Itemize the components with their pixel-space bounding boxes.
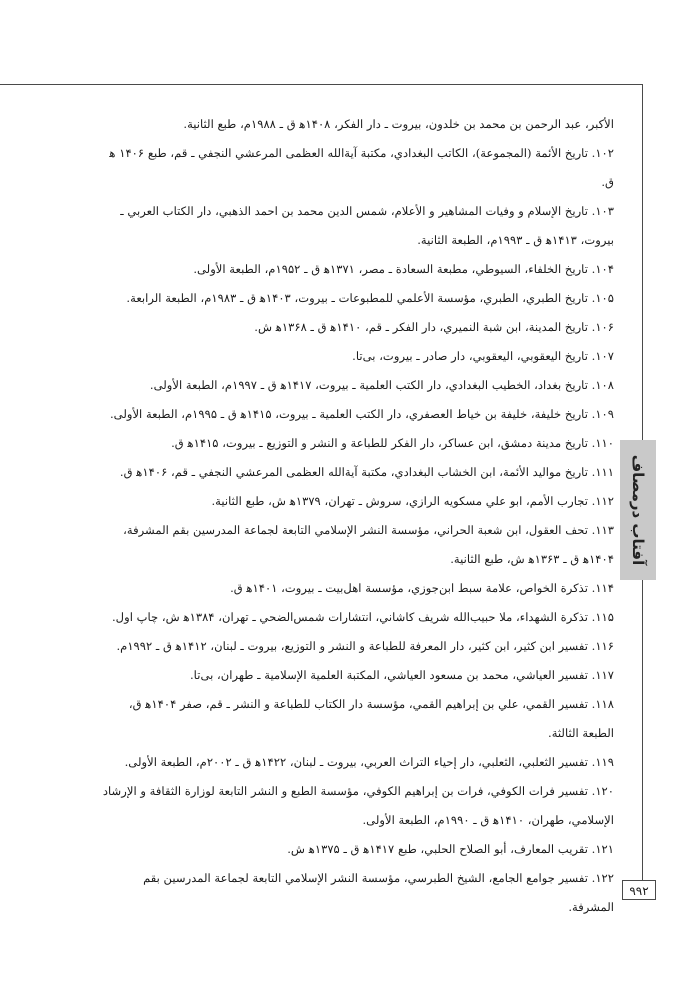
bibliography-entry: ۱۱۵. تذكرة الشهداء، ملا حبيب‌الله شريف كاشاني، انتشارات شمس‌الضحي ـ تهران، ۱۳۸۴ه‍ ش، چاپ اول. bbox=[112, 610, 614, 624]
side-tab-title: آفتاب درمصاف bbox=[629, 454, 648, 566]
bibliography-entry: ۱۱۷. تفسير العياشي، محمد بن مسعود العياشي، المكتبة العلمية الإسلامية ـ طهران، بی‌تا. bbox=[190, 668, 614, 682]
bibliography-entry: ۱۱۰. تاريخ مدينة دمشق، ابن عساكر، دار الفكر للطباعة و النشر و التوزيع ـ بيروت، ۱۴۱۵ه‍ ق. bbox=[171, 436, 614, 450]
bibliography-entry: ۱۰۳. تاريخ الإسلام و وفيات المشاهير و الأعلام، شمس الدين محمد بن احمد الذهبي، دار الكتاب العربي ـ بيروت، ۱۴۱۳ه‍ ق ـ ۱۹۹۳م، الطبعة الثانية. bbox=[120, 204, 614, 247]
bibliography-entry: ۱۰۹. تاريخ خليفة، خليفة بن خياط العصفري، دار الكتب العلمية ـ بيروت، ۱۴۱۵ه‍ ق ـ ۱۹۹۵م، الطبعة الأولی. bbox=[109, 407, 614, 421]
bibliography-entry: ۱۱۶. تفسير ابن كثير، ابن كثير، دار المعرفة للطباعة و النشر و التوزيع، بيروت ـ لبنان، ۱۴۱۲ه‍ ق ـ ۱۹۹۲م. bbox=[116, 639, 614, 653]
bibliography-entry: ۱۱۱. تاريخ مواليد الأئمة، ابن الخشاب البغدادي، مكتبة آيةالله العظمى المرعشي النجفي ـ قم، ۱۴۰۶ه‍ ق. bbox=[119, 465, 614, 479]
page-number: ۹۹۲ bbox=[622, 880, 656, 900]
bibliography-entry: ۱۰۶. تاريخ المدينة، ابن شبة النميري، دار الفكر ـ قم، ۱۴۱۰ه‍ ق ـ ۱۳۶۸ه‍ ش. bbox=[254, 320, 614, 334]
bibliography-entry: ۱۱۴. تذكرة الخواص، علامة سبط ابن‌جوزي، مؤسسة اهل‌بيت ـ بيروت، ۱۴۰۱ه‍ ق. bbox=[230, 581, 614, 595]
bibliography-entry: ۱۲۲. تفسير جوامع الجامع، الشيخ الطبرسي، مؤسسة النشر الإسلامي التابعة لجماعة المدرسين بقم المشرفة. bbox=[143, 871, 614, 914]
bibliography-list bbox=[102, 110, 614, 922]
bibliography-entry: ۱۰۴. تاريخ الخلفاء، السيوطي، مطبعة السعادة ـ مصر، ۱۳۷۱ه‍ ق ـ ۱۹۵۲م، الطبعة الأولی. bbox=[193, 262, 614, 276]
bibliography-entry: ۱۱۸. تفسير القمي، علي بن إبراهيم القمي، مؤسسة دار الكتاب للطباعة و النشر ـ قم، صفر ۱۴۰۴ه‍ ق، الطبعة الثالثة. bbox=[128, 697, 614, 740]
side-tab bbox=[620, 440, 656, 580]
bibliography-entry: ۱۱۹. تفسير الثعلبي، الثعلبي، دار إحياء التراث العربي، بيروت ـ لبنان، ۱۴۲۲ه‍ ق ـ ۲۰۰۲م، الطبعة الأولی. bbox=[124, 755, 614, 769]
bibliography-entry: ۱۰۲. تاريخ الأئمة (المجموعة)، الكاتب البغدادي، مكتبة آيةالله العظمى المرعشي النجفي ـ قم، طبع ۱۴۰۶ ه‍ ق. bbox=[109, 146, 614, 189]
bibliography-entry: ۱۱۲. تجارب الأمم، ابو علي مسكويه الرازي، سروش ـ تهران، ۱۳۷۹ه‍ ش، طبع الثانية. bbox=[211, 494, 614, 508]
bibliography-entry: الأكبر، عبد الرحمن بن محمد بن خلدون، بيروت ـ دار الفكر، ۱۴۰۸ه‍ ق ـ ۱۹۸۸م، طبع الثانية. bbox=[183, 117, 614, 131]
bibliography-entry: ۱۲۰. تفسير فرات الكوفي، فرات بن إبراهيم الكوفي، مؤسسة الطبع و النشر التابعة لوزارة الثقافة و الإرشاد الإسلامي، طهران، ۱۴۱۰ه‍ ق ـ ۱۹۹۰م، الطبعة الأولی. bbox=[102, 784, 614, 827]
bibliography-entry: ۱۱۳. تحف العقول، ابن شعبة الحراني، مؤسسة النشر الإسلامي التابعة لجماعة المدرسين بقم المشرفة، ۱۴۰۴ه‍ ق ـ ۱۳۶۳ه‍ ش، طبع الثانية. bbox=[123, 523, 614, 566]
bibliography-entry: ۱۰۵. تاريخ الطبري، الطبري، مؤسسة الأعلمي للمطبوعات ـ بيروت، ۱۴۰۳ه‍ ق ـ ۱۹۸۳م، الطبعة الرابعة. bbox=[126, 291, 614, 305]
bibliography-entry: ۱۰۸. تاريخ بغداد، الخطيب البغدادي، دار الكتب العلمية ـ بيروت، ۱۴۱۷ه‍ ق ـ ۱۹۹۷م، الطبعة الأولی. bbox=[149, 378, 614, 392]
bibliography-entry: ۱۰۷. تاريخ اليعقوبي، اليعقوبي، دار صادر ـ بيروت، بی‌تا. bbox=[352, 349, 614, 363]
bibliography-entry: ۱۲۱. تقريب المعارف، أبو الصلاح الحلبي، طبع ۱۴۱۷ه‍ ق ـ ۱۳۷۵ه‍ ش. bbox=[287, 842, 614, 856]
